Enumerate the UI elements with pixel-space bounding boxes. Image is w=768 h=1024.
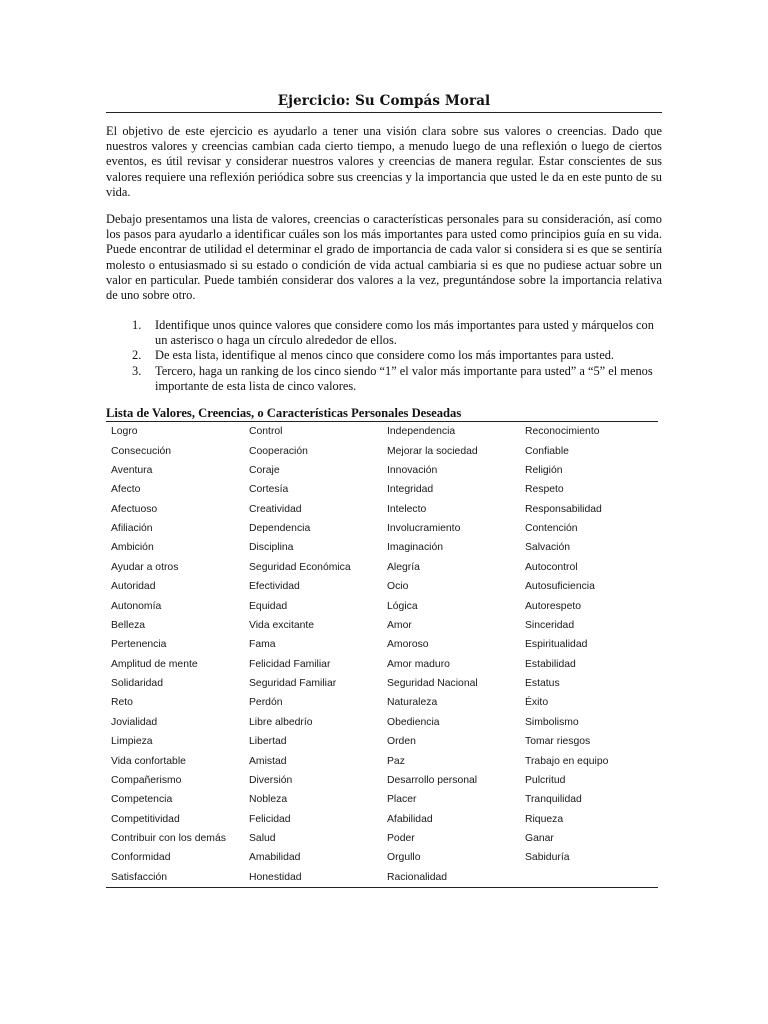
value-cell: Desarrollo personal <box>387 774 478 786</box>
values-table <box>106 421 658 888</box>
value-cell: Seguridad Nacional <box>387 678 478 690</box>
value-cell: Responsabilidad <box>525 503 602 515</box>
value-cell: Respeto <box>525 484 564 496</box>
value-cell: Reto <box>111 697 133 709</box>
value-cell: Felicidad Familiar <box>249 658 331 670</box>
step-item <box>106 318 662 348</box>
step-number: 2. <box>132 348 142 363</box>
value-cell: Amabilidad <box>249 852 301 864</box>
value-cell: Obediencia <box>387 716 440 728</box>
value-cell: Vida confortable <box>111 755 186 767</box>
table-row <box>106 790 658 809</box>
value-cell: Autosuficiencia <box>525 581 595 593</box>
value-cell: Contención <box>525 523 578 535</box>
value-cell: Tranquilidad <box>525 794 582 806</box>
table-row <box>106 461 658 480</box>
value-cell: Riqueza <box>525 813 564 825</box>
table-row <box>106 732 658 751</box>
value-cell: Perdón <box>249 697 283 709</box>
value-cell: Naturaleza <box>387 697 438 709</box>
values-table-body <box>106 422 658 888</box>
value-cell: Conformidad <box>111 852 171 864</box>
value-cell: Satisfacción <box>111 871 168 883</box>
value-cell: Competitividad <box>111 813 180 825</box>
value-cell: Pulcritud <box>525 774 566 786</box>
value-cell: Salud <box>249 833 276 845</box>
value-cell: Solidaridad <box>111 678 163 690</box>
values-list-title: Lista de Valores, Creencias, o Características Personales Deseadas <box>106 406 462 420</box>
step-text: De esta lista, identifique al menos cinco que considere como los más importantes para usted. <box>155 348 615 363</box>
value-cell: Fama <box>249 639 276 651</box>
table-row <box>106 422 658 442</box>
step-item <box>106 364 662 394</box>
table-row <box>106 480 658 499</box>
value-cell: Amistad <box>249 755 287 767</box>
table-row <box>106 693 658 712</box>
value-cell: Logro <box>111 426 138 438</box>
value-cell: Efectividad <box>249 581 300 593</box>
step-text: Tercero, haga un ranking de los cinco siendo “1” el valor más importante para usted” a “5” el menos importante de esta lista de cinco valores. <box>155 363 653 393</box>
step-item <box>106 348 662 363</box>
table-row <box>106 441 658 460</box>
value-cell: Integridad <box>387 484 434 496</box>
value-cell: Estabilidad <box>525 658 576 670</box>
value-cell: Pertenencia <box>111 639 167 651</box>
value-cell: Innovación <box>387 464 438 476</box>
value-cell: Reconocimiento <box>525 426 600 438</box>
step-text: Identifique unos quince valores que considere como los más importantes para usted y márquelos con un asterisco o haga un círculo alrededor de ellos. <box>155 318 654 348</box>
value-cell: Belleza <box>111 619 146 631</box>
value-cell <box>520 868 658 888</box>
value-cell: Alegría <box>387 561 420 573</box>
table-row <box>106 596 658 615</box>
value-cell: Independencia <box>387 426 456 438</box>
value-cell: Amor maduro <box>387 658 450 670</box>
table-row <box>106 771 658 790</box>
value-cell: Honestidad <box>249 871 302 883</box>
value-cell: Espiritualidad <box>525 639 588 651</box>
value-cell: Coraje <box>249 464 280 476</box>
value-cell: Orgullo <box>387 852 421 864</box>
value-cell: Racionalidad <box>387 871 448 883</box>
table-row <box>106 500 658 519</box>
value-cell: Amor <box>387 619 412 631</box>
value-cell: Afectuoso <box>111 503 158 515</box>
value-cell: Aventura <box>111 464 153 476</box>
steps-list <box>106 318 662 394</box>
value-cell: Equidad <box>249 600 288 612</box>
value-cell: Consecución <box>111 445 172 457</box>
value-cell: Autorespeto <box>525 600 582 612</box>
table-row <box>106 829 658 848</box>
title-rule <box>106 92 662 113</box>
value-cell: Ambición <box>111 542 154 554</box>
value-cell: Confiable <box>525 445 569 457</box>
step-number: 3. <box>132 363 142 378</box>
table-row <box>106 868 658 888</box>
value-cell: Autoridad <box>111 581 156 593</box>
value-cell: Paz <box>387 755 405 767</box>
value-cell: Placer <box>387 794 417 806</box>
instructions-paragraph: Debajo presentamos una lista de valores, creencias o características personales para su consideración, así como los pasos para ayudarlo a identificar cuáles son los más importantes para usted como principios guía en su vida. Puede encontrar de utilidad el determinar el grado de importancia de cada valor si considera si es que se sentiría molesto o entusiasmado si su estado o condición de vida actual cambiaria si es que no pudiese actuar sobre un valor en particular. Puede también considerar dos valores a la vez, preguntándose sobre la importancia relativa de uno sobre otro. <box>106 212 662 303</box>
value-cell: Mejorar la sociedad <box>387 445 478 457</box>
value-cell: Autocontrol <box>525 561 578 573</box>
table-row <box>106 713 658 732</box>
value-cell: Amplitud de mente <box>111 658 198 670</box>
value-cell: Intelecto <box>387 503 427 515</box>
table-row <box>106 848 658 867</box>
value-cell: Éxito <box>525 697 549 709</box>
value-cell: Diversión <box>249 774 293 786</box>
value-cell: Salvación <box>525 542 571 554</box>
value-cell: Lógica <box>387 600 418 612</box>
value-cell: Cortesía <box>249 484 289 496</box>
value-cell: Ocio <box>387 581 409 593</box>
value-cell: Estatus <box>525 678 560 690</box>
table-row <box>106 810 658 829</box>
value-cell: Contribuir con los demás <box>111 833 226 845</box>
value-cell: Afiliación <box>111 523 153 535</box>
value-cell: Creatividad <box>249 503 302 515</box>
value-cell: Libre albedrío <box>249 716 313 728</box>
table-row <box>106 674 658 693</box>
value-cell: Afabilidad <box>387 813 433 825</box>
table-row <box>106 577 658 596</box>
value-cell: Cooperación <box>249 445 308 457</box>
value-cell: Afecto <box>111 484 141 496</box>
value-cell: Control <box>249 426 283 438</box>
table-row <box>106 616 658 635</box>
value-cell: Compañerismo <box>111 774 182 786</box>
page-title: Ejercicio: Su Compás Moral <box>277 93 491 109</box>
step-number: 1. <box>132 318 142 332</box>
value-cell: Disciplina <box>249 542 294 554</box>
value-cell: Ayudar a otros <box>111 561 179 573</box>
value-cell: Poder <box>387 833 415 845</box>
value-cell: Simbolismo <box>525 716 579 728</box>
table-row <box>106 558 658 577</box>
value-cell: Nobleza <box>249 794 288 806</box>
value-cell: Vida excitante <box>249 619 315 631</box>
value-cell: Tomar riesgos <box>525 736 591 748</box>
value-cell: Sabiduría <box>525 852 570 864</box>
value-cell: Ganar <box>525 833 554 845</box>
table-row <box>106 519 658 538</box>
value-cell: Amoroso <box>387 639 429 651</box>
value-cell: Jovialidad <box>111 716 158 728</box>
value-cell: Autonomía <box>111 600 162 612</box>
table-row <box>106 538 658 557</box>
table-row <box>106 655 658 674</box>
value-cell: Imaginación <box>387 542 444 554</box>
value-cell: Orden <box>387 736 416 748</box>
value-cell: Trabajo en equipo <box>525 755 609 767</box>
value-cell: Seguridad Familiar <box>249 678 337 690</box>
value-cell: Competencia <box>111 794 173 806</box>
value-cell: Sinceridad <box>525 619 575 631</box>
value-cell: Dependencia <box>249 523 311 535</box>
table-row <box>106 635 658 654</box>
value-cell: Seguridad Económica <box>249 561 351 573</box>
value-cell: Libertad <box>249 736 287 748</box>
value-cell: Involucramiento <box>387 523 461 535</box>
value-cell: Religión <box>525 464 563 476</box>
value-cell: Felicidad <box>249 813 291 825</box>
table-row <box>106 751 658 770</box>
intro-paragraph: El objetivo de este ejercicio es ayudarlo a tener una visión clara sobre sus valores o creencias. Dado que nuestros valores y creencias cambian cada cierto tiempo, a menudo luego de una reflexión o luego de ciertos eventos, es útil revisar y considerar nuestros valores y creencias de manera regular. Estar conscientes de sus valores requiere una reflexión periódica sobre sus creencias y la importancia que usted le da en este punto de su vida. <box>106 124 662 199</box>
value-cell: Limpieza <box>111 736 153 748</box>
